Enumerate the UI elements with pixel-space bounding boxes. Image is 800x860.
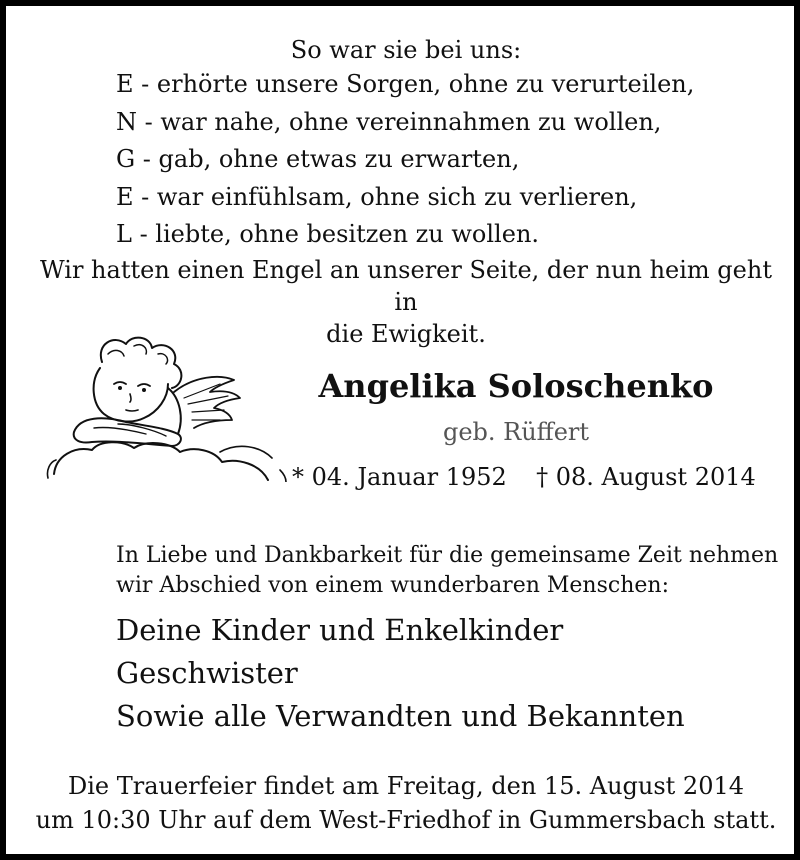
farewell-line: In Liebe und Dankbarkeit für die gemeinsame Zeit nehmen	[116, 543, 779, 568]
acrostic-line: E - erhörte unsere Sorgen, ohne zu verurteilen,	[116, 70, 695, 98]
farewell-text	[116, 541, 778, 601]
poem-closing-line: Wir hatten einen Engel an unserer Seite, der nun heim geht in	[40, 256, 772, 316]
service-line: um 10:30 Uhr auf dem West-Friedhof in Gummersbach statt.	[35, 806, 777, 834]
funeral-service-info	[6, 769, 800, 837]
death-symbol: †	[536, 463, 549, 491]
deceased-name: Angelika Soloschenko	[318, 367, 714, 405]
angel-illustration	[34, 332, 294, 482]
mourner-group: Sowie alle Verwandten und Bekannten	[116, 699, 685, 733]
mourners-list	[116, 609, 685, 738]
acrostic-line: G - gab, ohne etwas zu erwarten,	[116, 145, 520, 173]
mourner-group: Geschwister	[116, 656, 298, 690]
mourner-group: Deine Kinder und Enkelkinder	[116, 613, 564, 647]
acrostic-line: N - war nahe, ohne vereinnahmen zu wollen,	[116, 107, 662, 136]
service-line: Die Trauerfeier findet am Freitag, den 15. August 2014	[67, 772, 745, 800]
poem-closing-line: die Ewigkeit.	[326, 320, 486, 348]
farewell-line: wir Abschied von einem wunderbaren Menschen:	[116, 573, 669, 598]
maiden-name: geb. Rüffert	[442, 418, 590, 446]
death-date: 08. August 2014	[555, 463, 756, 491]
acrostic-line: L - liebte, ohne besitzen zu wollen.	[116, 220, 540, 248]
acrostic-poem	[116, 66, 694, 254]
birth-date: 04. Januar 1952	[311, 463, 507, 491]
birth-symbol: *	[292, 463, 304, 491]
poem-intro: So war sie bei uns:	[290, 36, 522, 64]
life-dates	[292, 461, 756, 493]
acrostic-line: E - war einfühlsam, ohne sich zu verlieren,	[116, 182, 638, 211]
